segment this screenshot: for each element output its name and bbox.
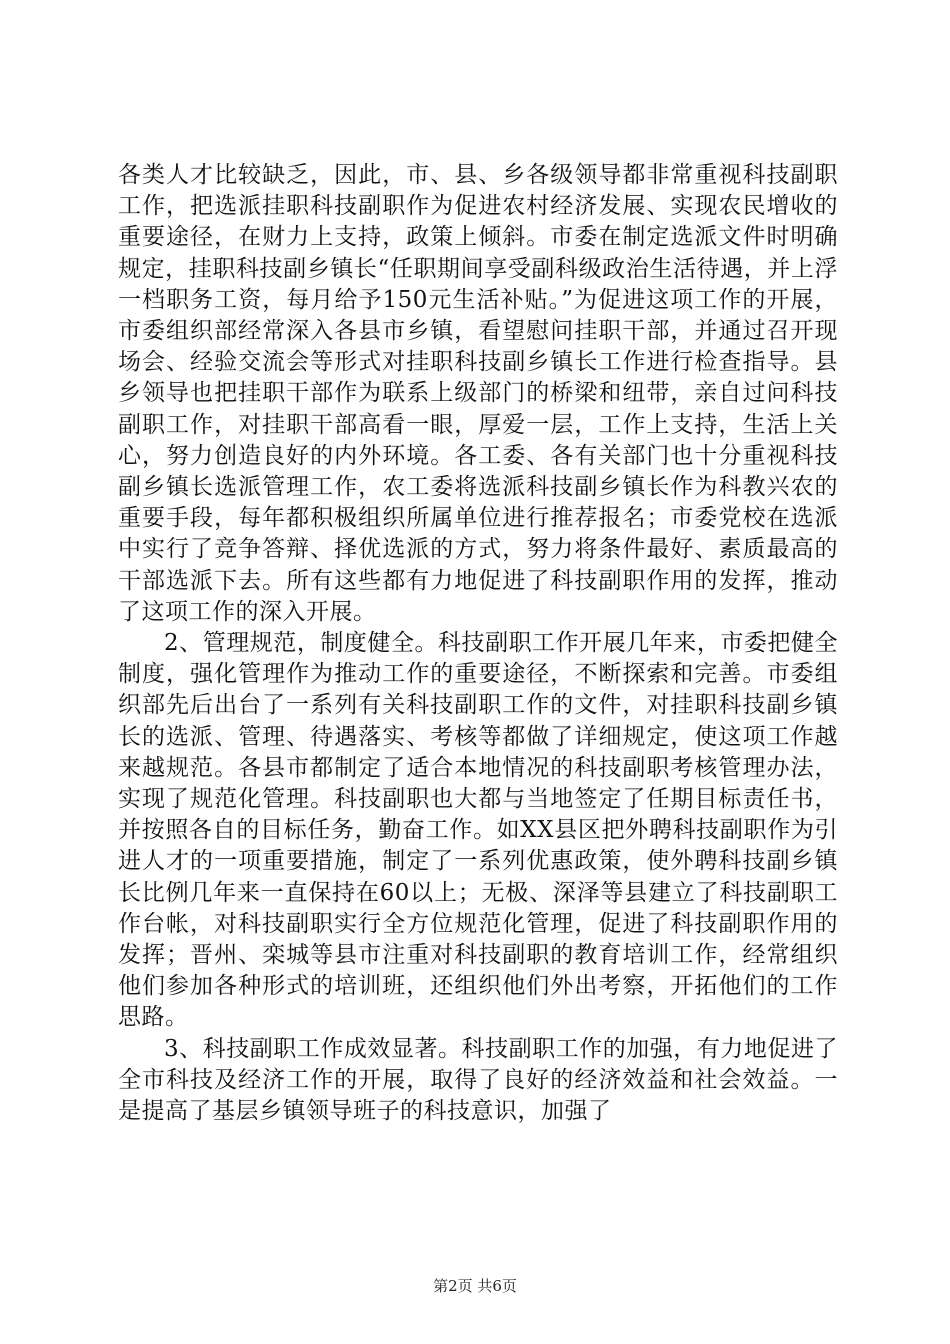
paragraph-talent-support: 各类人才比较缺乏，因此，市、县、乡各级领导都非常重视科技副职工作，把选派挂职科技副职作为促进农村经济发展、实现农民增收的重要途径，在财力上支持，政策上倾斜。市委在制定选派文件时明确规定，挂职科技副乡镇长“任职期间享受副科级政治生活待遇，并上浮一档职务工资，每月给予150元生活补贴。”为促进这项工作的开展，市委组织部经常深入各县市乡镇，看望慰问挂职干部，并通过召开现场会、经验交流会等形式对挂职科技副乡镇长工作进行检查指导。县乡领导也把挂职干部作为联系上级部门的桥梁和纽带，亲自过问科技副职工作，对挂职干部高看一眼，厚爱一层，工作上支持，生活上关心，努力创造良好的内外环境。各工委、各有关部门也十分重视科技副乡镇长选派管理工作，农工委将选派科技副乡镇长作为科教兴农的重要手段，每年都积极组织所属单位进行推荐报名；市委党校在选派中实行了竞争答辩、择优选派的方式，努力将条件最好、素质最高的干部选派下去。所有这些都有力地促进了科技副职作用的发挥，推动了这项工作的深入开展。 xyxy=(118,162,838,625)
paragraph-management-standards: 2、管理规范，制度健全。科技副职工作开展几年来，市委把健全制度，强化管理作为推动工作的重要途径，不断探索和完善。市委组织部先后出台了一系列有关科技副职工作的文件，对挂职科技副乡镇长的选派、管理、待遇落实、考核等都做了详细规定，使这项工作越来越规范。各县市都制定了适合本地情况的科技副职考核管理办法，实现了规范化管理。科技副职也大都与当地签定了任期目标责任书，并按照各自的目标任务，勤奋工作。如XX县区把外聘科技副职作为引进人才的一项重要措施，制定了一系列优惠政策，使外聘科技副乡镇长比例几年来一直保持在60以上；无极、深泽等县建立了科技副职工作台帐，对科技副职实行全方位规范化管理，促进了科技副职作用的发挥；晋州、栾城等县市注重对科技副职的教育培训工作，经常组织他们参加各种形式的培训班，还组织他们外出考察，开拓他们的工作思路。 xyxy=(118,630,838,1031)
document-body xyxy=(118,160,838,1127)
page-footer: 第2页 共6页 xyxy=(433,1277,517,1295)
paragraph-remarkable-results: 3、科技副职工作成效显著。科技副职工作的加强，有力地促进了全市科技及经济工作的开展，取得了良好的经济效益和社会效益。一是提高了基层乡镇领导班子的科技意识，加强了 xyxy=(118,1035,838,1125)
